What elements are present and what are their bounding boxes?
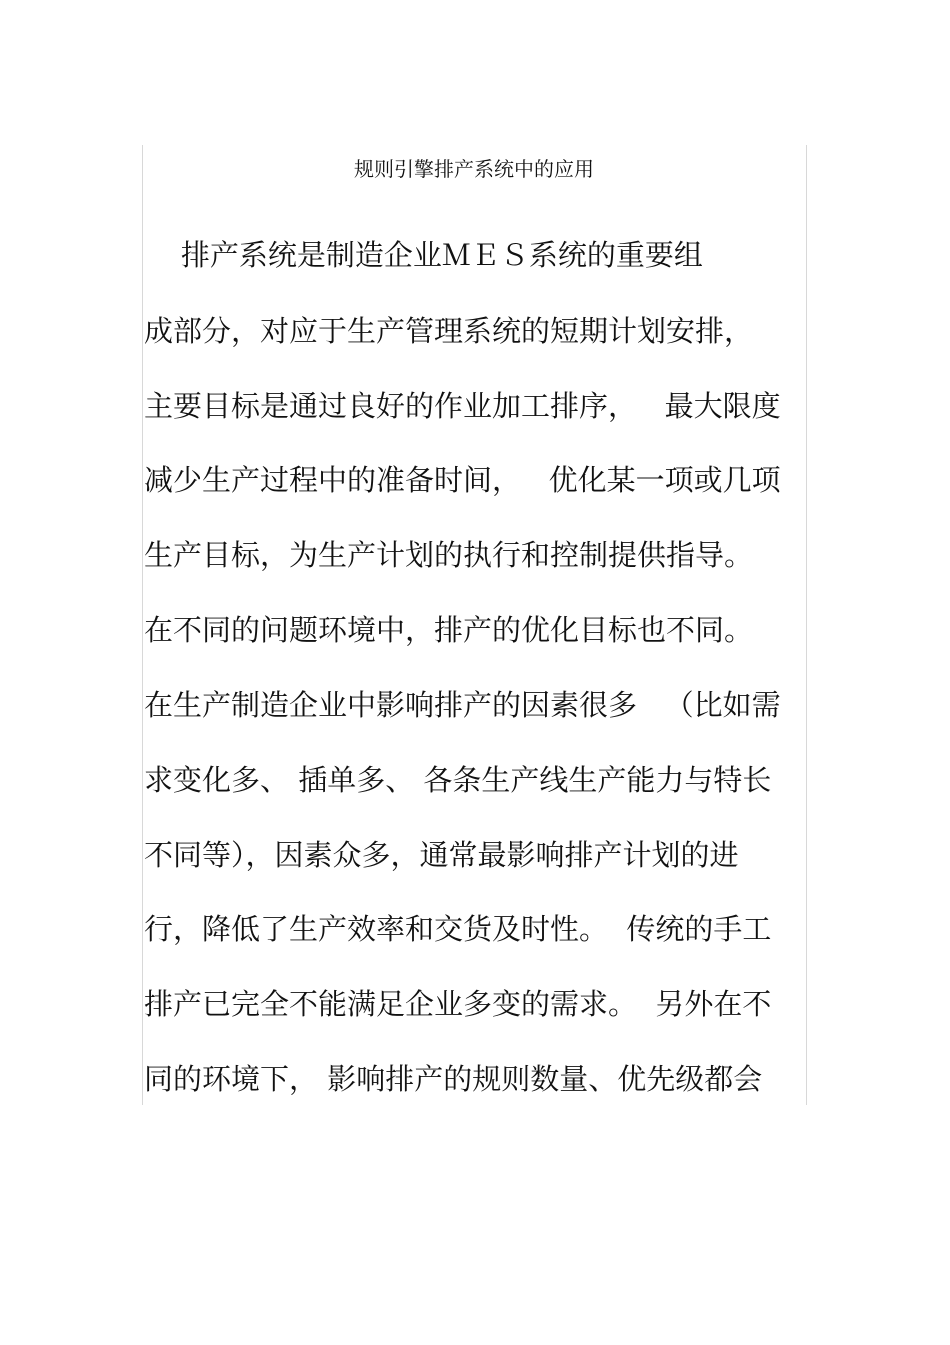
document-title: 规则引擎排产系统中的应用 bbox=[354, 157, 594, 181]
paragraph-line-12: 同的环境下， 影响排产的规则数量、优先级都会 bbox=[144, 1062, 763, 1096]
paragraph-line-2: 成部分，对应于生产管理系统的短期计划安排， bbox=[144, 314, 754, 348]
paragraph-line-4: 减少生产过程中的准备时间， 优化某一项或几项 bbox=[144, 463, 781, 497]
paragraph-line-3: 主要目标是通过良好的作业加工排序， 最大限度 bbox=[144, 389, 781, 423]
paragraph-line-9: 不同等），因素众多，通常最影响排产计划的进 bbox=[144, 838, 739, 872]
paragraph-line-5: 生产目标，为生产计划的执行和控制提供指导。 bbox=[144, 538, 754, 572]
right-margin-line bbox=[806, 145, 807, 1105]
left-margin-line bbox=[142, 145, 143, 1105]
paragraph-line-1: 排产系统是制造企业ＭＥＳ系统的重要组 bbox=[144, 238, 703, 272]
paragraph-line-10: 行，降低了生产效率和交货及时性。 传统的手工 bbox=[144, 912, 772, 946]
paragraph-line-11: 排产已完全不能满足企业多变的需求。 另外在不 bbox=[144, 987, 772, 1021]
paragraph-line-8: 求变化多、 插单多、 各条生产线生产能力与特长 bbox=[144, 763, 772, 797]
paragraph-line-6: 在不同的问题环境中，排产的优化目标也不同。 bbox=[144, 613, 754, 647]
paragraph-line-7: 在生产制造企业中影响排产的因素很多 （比如需 bbox=[144, 688, 781, 722]
